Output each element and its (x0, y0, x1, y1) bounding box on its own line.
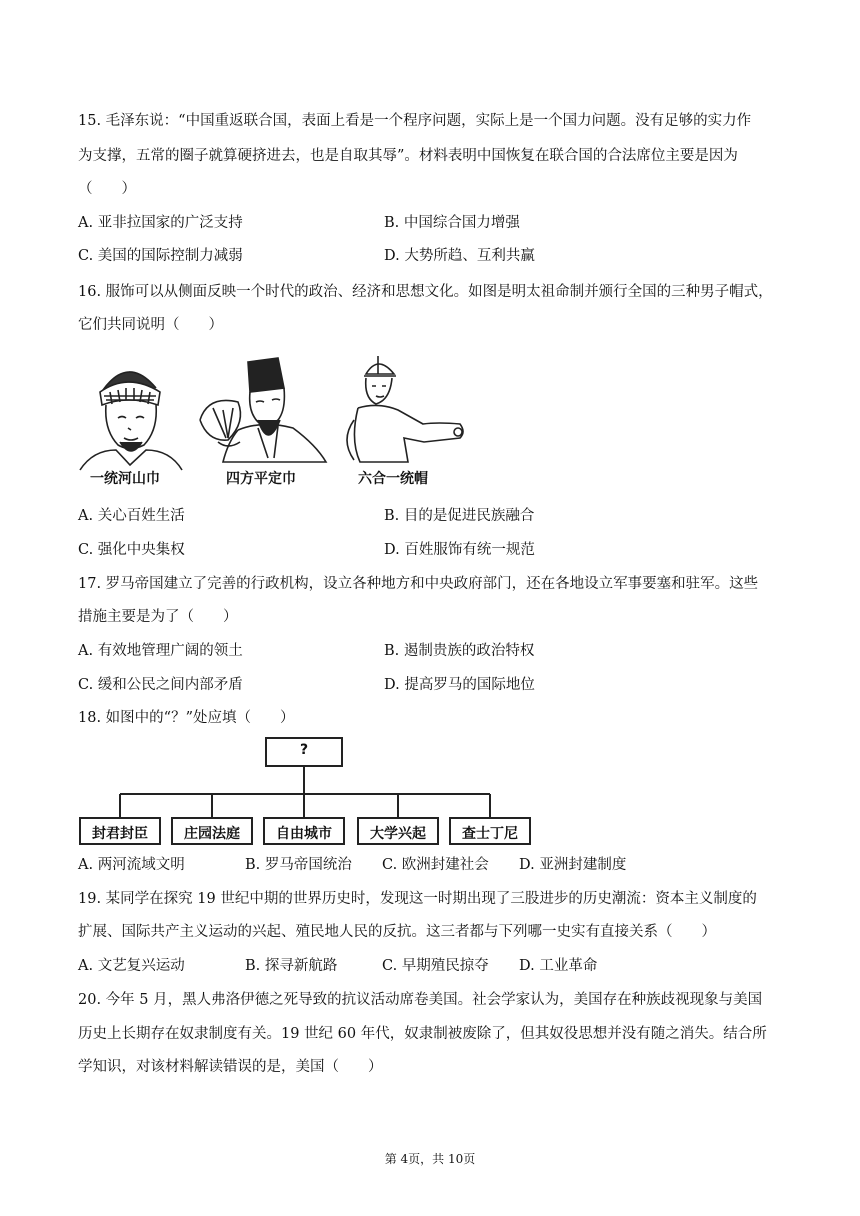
diagram-box-4: 大学兴起 (370, 826, 426, 842)
q16-stem-line1: 16. 服饰可以从侧面反映一个时代的政治、经济和思想文化。如图是明太祖命制并颁行全国的三种男子帽式， (78, 284, 773, 300)
hat-styles-figure (78, 350, 478, 495)
q19-stem-line1: 19. 某同学在探究 19 世纪中期的世界历史时，发现这一时期出现了三股进步的历史潮流：资本主义制度的 (78, 891, 757, 907)
q18-option-b: B. 罗马帝国统治 (245, 857, 352, 873)
q15-option-b: B. 中国综合国力增强 (384, 215, 520, 231)
q15-option-a: A. 亚非拉国家的广泛支持 (78, 215, 243, 231)
diagram-top-box: ? (299, 742, 309, 758)
q15-stem-line3: （ ） (78, 181, 136, 197)
q20-stem-line2: 历史上长期存在奴隶制度有关。19 世纪 60 年代，奴隶制被废除了，但其奴役思想并没有随之消失。结合所 (78, 1026, 767, 1042)
q15-stem-line2: 为支撑，五常的圈子就算硬挤进去，也是自取其辱”。材料表明中国恢复在联合国的合法席位主要是因为 (78, 148, 738, 164)
q15-stem-line1: 15. 毛泽东说：“中国重返联合国，表面上看是一个程序问题，实际上是一个国力问题。没有足够的实力作 (78, 113, 752, 129)
q19-option-a: A. 文艺复兴运动 (78, 958, 185, 974)
page-number-footer: 第 4页，共 10页 (384, 1152, 476, 1166)
diagram-box-2: 庄园法庭 (184, 826, 240, 842)
hat-label-2: 四方平定巾 (226, 471, 296, 487)
q19-stem-line2: 扩展、国际共产主义运动的兴起、殖民地人民的反抗。这三者都与下列哪一史实有直接关系（ ） (78, 924, 716, 940)
q20-stem-line3: 学知识，对该材料解读错误的是，美国（ ） (78, 1059, 383, 1075)
hat-label-3: 六合一统帽 (358, 471, 428, 487)
diagram-box-3: 自由城市 (276, 826, 332, 842)
q17-option-c: C. 缓和公民之间内部矛盾 (78, 677, 243, 693)
q20-stem-line1: 20. 今年 5 月，黑人弗洛伊德之死导致的抗议活动席卷美国。社会学家认为，美国存在种族歧视现象与美国 (78, 992, 763, 1008)
figure-1-net-cap (80, 372, 182, 470)
q17-stem-line2: 措施主要是为了（ ） (78, 609, 238, 625)
q16-option-a: A. 关心百姓生活 (78, 508, 185, 524)
q16-option-d: D. 百姓服饰有统一规范 (384, 542, 535, 558)
q17-stem-line1: 17. 罗马帝国建立了完善的行政机构，设立各种地方和中央政府部门，还在各地设立军事要塞和驻军。这些 (78, 576, 759, 592)
hat-label-1: 一统河山巾 (90, 471, 160, 487)
q15-option-d: D. 大势所趋、互利共赢 (384, 248, 535, 264)
q17-option-d: D. 提高罗马的国际地位 (384, 677, 535, 693)
q19-option-c: C. 早期殖民掠夺 (382, 958, 489, 974)
q18-option-d: D. 亚洲封建制度 (519, 857, 627, 873)
q19-option-d: D. 工业革命 (519, 958, 598, 974)
figure-2-square-cap (200, 358, 326, 462)
q18-option-a: A. 两河流域文明 (78, 857, 185, 873)
q16-option-b: B. 目的是促进民族融合 (384, 508, 535, 524)
q15-option-c: C. 美国的国际控制力减弱 (78, 248, 243, 264)
diagram-box-1: 封君封臣 (92, 826, 148, 842)
q16-stem-line2: 它们共同说明（ ） (78, 317, 223, 333)
q17-option-b: B. 遏制贵族的政治特权 (384, 643, 535, 659)
q19-option-b: B. 探寻新航路 (245, 958, 338, 974)
q17-option-a: A. 有效地管理广阔的领土 (78, 643, 243, 659)
feudal-structure-diagram (78, 734, 538, 846)
figure-3-round-cap (347, 356, 463, 462)
q16-option-c: C. 强化中央集权 (78, 542, 185, 558)
q18-stem: 18. 如图中的“？”处应填（ ） (78, 710, 295, 726)
q18-option-c: C. 欧洲封建社会 (382, 857, 489, 873)
diagram-box-5: 查士丁尼 (462, 826, 518, 842)
